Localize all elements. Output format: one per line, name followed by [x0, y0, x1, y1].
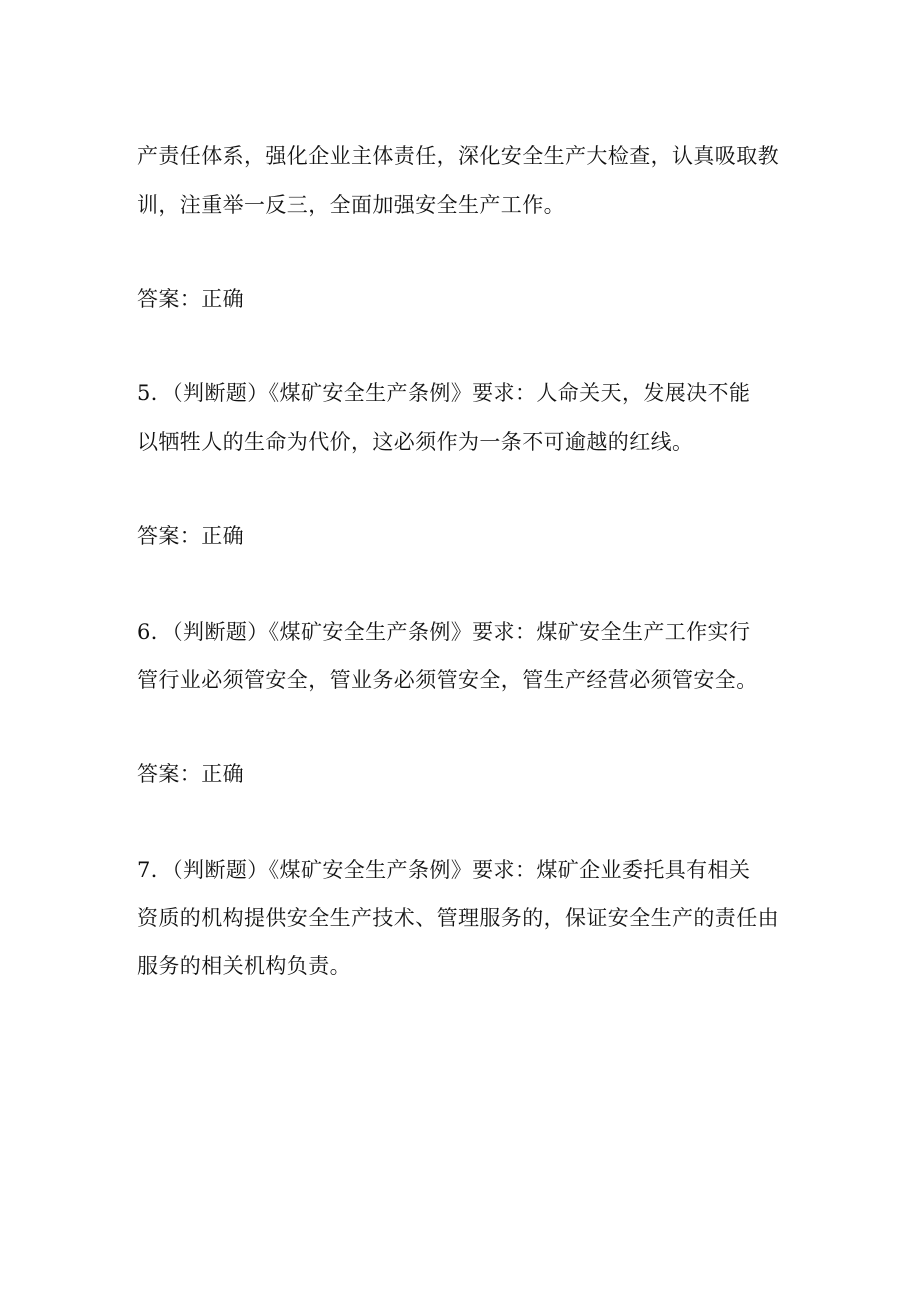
- question-5-line-1: 5．（判断题）《煤矿安全生产条例》要求：人命关天，发展决不能: [137, 381, 751, 405]
- question-7-line-3: 服务的相关机构负责。: [137, 954, 351, 978]
- answer-label: 答案：正确: [137, 762, 244, 786]
- question-7-line-2: 资质的机构提供安全生产技术、管理服务的，保证安全生产的责任由: [137, 906, 779, 930]
- question-5-line-2: 以牺牲人的生命为代价，这必须作为一条不可逾越的红线。: [137, 430, 694, 454]
- answer-label: 答案：正确: [137, 287, 244, 311]
- question-7-line-1: 7．（判断题）《煤矿安全生产条例》要求：煤矿企业委托具有相关: [137, 858, 751, 882]
- answer-label: 答案：正确: [137, 524, 244, 548]
- question-6-line-1: 6．（判断题）《煤矿安全生产条例》要求：煤矿安全生产工作实行: [137, 620, 751, 644]
- continuation-line-1: 产责任体系，强化企业主体责任，深化安全生产大检查，认真吸取教: [137, 144, 779, 168]
- question-6-line-2: 管行业必须管安全，管业务必须管安全，管生产经营必须管安全。: [137, 668, 758, 692]
- continuation-line-2: 训，注重举一反三，全面加强安全生产工作。: [137, 193, 565, 217]
